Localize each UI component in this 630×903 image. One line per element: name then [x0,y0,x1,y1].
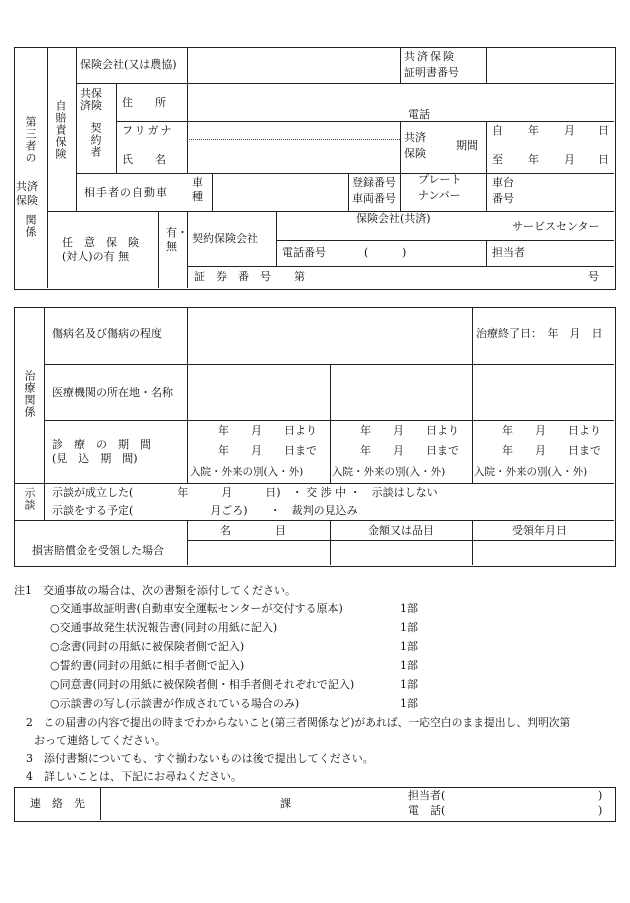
policy-number-label: 証 券 番 号 [194,270,271,283]
cert-label-1: 共済保険 [404,50,456,63]
insurer-kyosai-label: 保険会社(共済) [356,212,431,225]
other-car-label: 相手者の自動車 [84,186,168,199]
from-date: 年 月 日より [360,424,459,437]
month-label: 月 [564,124,575,137]
col-date: 受領年月日 [512,524,567,537]
service-center-label: サービスセンター [512,220,600,233]
treatment-label: 治療関係 [23,370,36,418]
note-1: 注1 交通事故の場合は、次の書類を添付してください。 [14,584,296,597]
name-label: 氏 名 [122,153,166,166]
note-4: 4 詳しいことは、下記にお尋ねください。 [26,770,242,783]
doc-qty: 1部 [400,621,418,634]
from-date: 年 月 日より [218,424,317,437]
period-label-1: 共済 [404,131,426,144]
treatment-period-label-2: (見 込 期 間) [52,452,138,465]
contact-phone: 電 話( [408,804,446,817]
dai-label: 第 [294,270,305,283]
doc-item: ○示談書の写し(示談書が作成されている場合のみ) [50,697,300,710]
col-name: 名 目 [220,524,286,537]
person-in-charge-label: 担当者 [492,246,525,259]
chassis-label-2: 番号 [492,192,514,205]
day-label: 日 [598,153,609,166]
yes-no-label: 有・無 [166,226,188,253]
paren-close: ) [598,789,603,802]
contract-insurer-label: 契約保険会社 [192,232,258,245]
medical-institution-label: 医療機関の所在地・名称 [52,386,173,399]
doc-item: ○交通事故発生状況報告書(同封の用紙に記入) [50,621,278,634]
doc-item: ○誓約書(同封の用紙に相手者側で記入) [50,659,245,672]
address-label: 住 所 [122,96,166,109]
policyholder-label: 契約者 [89,122,102,158]
month-label: 月 [564,153,575,166]
settlement-line-2: 示談をする予定( 月ごろ) ・ 裁判の見込み [52,504,358,517]
settlement-label: 示談 [23,487,36,511]
to-date: 年 月 日まで [502,444,601,457]
paren-close: ) [598,804,603,817]
note-3: 3 添付書類についても、すぐ揃わないものは後で提出してください。 [26,752,374,765]
doc-qty: 1部 [400,659,418,672]
day-label: 日 [598,124,609,137]
plate-label-2: ナンバー [418,189,461,202]
note-2b: おって連絡してください。 [34,734,166,747]
doc-item: ○同意書(同封の用紙に被保険者側・相手者側それぞれで記入) [50,678,355,691]
cert-label-2: 証明書番号 [404,66,459,79]
hoken-label: 保険 [16,194,38,207]
voluntary-ins-label-1: 任 意 保 険 [62,236,139,249]
phone-label: 電話 [408,108,430,121]
third-party-label: 第三者の [24,116,37,164]
inpatient-outpatient: 入院・外来の別(入・外) [190,466,304,478]
col-amount: 金額又は品目 [368,524,434,537]
doc-qty: 1部 [400,697,418,710]
note-2a: 2 この届書の内容で提出の時までわからないこと(第三者関係など)があれば、一応空白のまま提出し、判明次第 [26,716,571,729]
paren-close: ) [402,246,407,259]
injury-label: 傷病名及び傷病の程度 [52,327,162,340]
jibaiseki-label: 自賠責保険 [54,100,67,160]
to-date: 年 月 日まで [360,444,459,457]
insurer-label: 保険会社(又は農協) [80,58,177,71]
year-label: 年 [528,153,539,166]
chassis-label-1: 車台 [492,176,514,189]
phone-number-label: 電話番号 [282,246,326,259]
furigana-label: フリガナ [122,124,174,137]
section-label: 課 [280,797,291,810]
period-label-2: 保険 [404,147,426,160]
kyosai-label: 共済 [16,180,38,193]
contact-label: 連 絡 先 [30,797,85,810]
reg-label-2: 車両番号 [352,192,396,205]
to-date: 年 月 日まで [218,444,317,457]
doc-qty: 1部 [400,602,418,615]
contact-person: 担当者( [408,789,446,802]
inpatient-outpatient: 入院・外来の別(入・外) [332,466,446,478]
kankei-label: 関係 [24,214,37,238]
paren-open: ( [364,246,369,259]
inpatient-outpatient: 入院・外来の別(入・外) [474,466,588,478]
doc-item: ○交通事故証明書(自動車安全運転センターが交付する原本) [50,602,343,615]
to-label: 至 [492,153,503,166]
doc-qty: 1部 [400,678,418,691]
go-label: 号 [588,270,599,283]
doc-item: ○念書(同封の用紙に被保険者側で記入) [50,640,245,653]
plate-label-1: プレート [418,173,462,186]
period-label-3: 期間 [456,139,478,152]
year-label: 年 [528,124,539,137]
car-type-label: 車種 [192,176,203,203]
voluntary-ins-label-2: (対人)の有 無 [62,250,130,263]
reg-label-1: 登録番号 [352,176,396,189]
received-label: 損害賠償金を受領した場合 [32,544,164,557]
kyosai-hoken-label: 共保済険 [80,87,102,112]
treatment-end-label: 治療終了日： 年 月 日 [476,327,603,340]
settlement-line-1: 示談が成立した( 年 月 日) ・ 交 渉 中 ・ 示談はしない [52,486,438,499]
from-label: 自 [492,124,503,137]
doc-qty: 1部 [400,640,418,653]
from-date: 年 月 日より [502,424,601,437]
treatment-period-label-1: 診 療 の 期 間 [52,438,151,451]
